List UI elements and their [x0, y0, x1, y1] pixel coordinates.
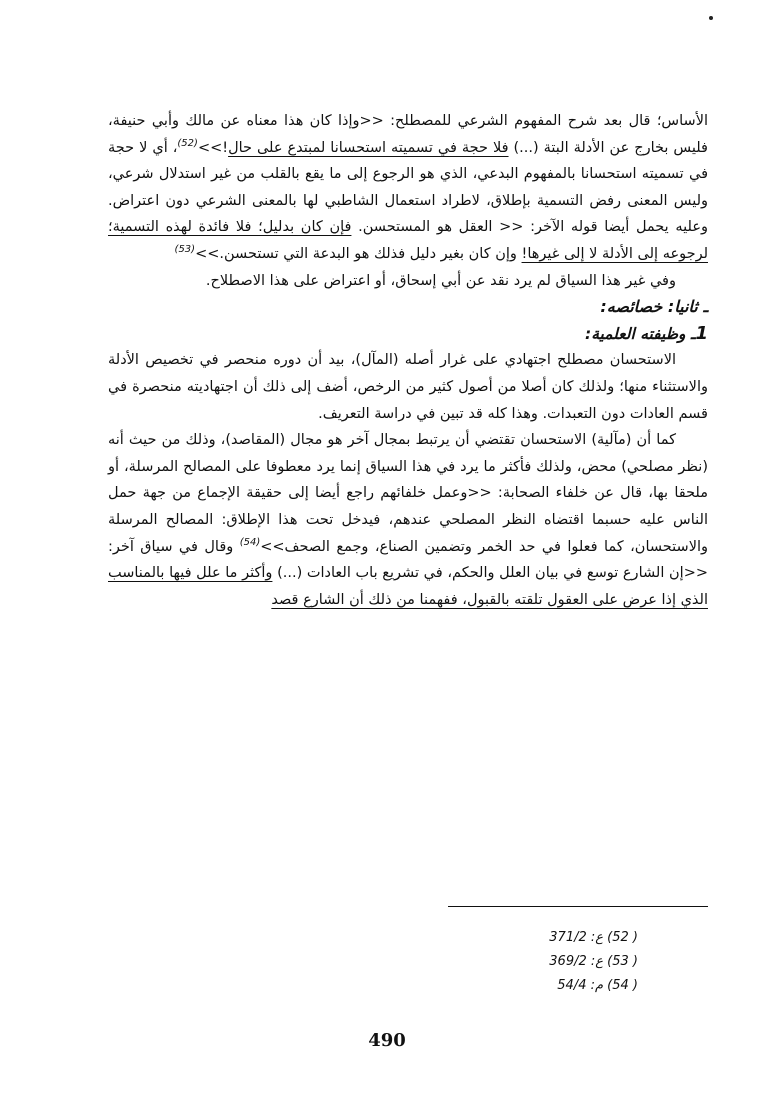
underlined-quote: فإن كان بدليل؛ فلا فائدة لهذه التسمية؛ لرجوعه إلى الأدلة لا إلى غيرها! — [108, 219, 708, 262]
subsection-title: ـ وظيفته العلمية: — [585, 324, 696, 343]
footnote-ref-54: (54) — [239, 536, 261, 548]
footnote-ref-53: (53) — [174, 244, 196, 256]
footnotes — [549, 926, 638, 998]
section-heading: ـ ثانيا: خصائصه: — [600, 297, 708, 317]
speck-mark — [709, 16, 713, 20]
footnote-divider — [448, 906, 708, 907]
paragraph-1 — [108, 108, 708, 268]
text-run: الأساس؛ قال بعد شرح المفهوم الشرعي للمصطلح: <<وإذا كان هذا معناه عن مالك وأبي حنيفة، فليس بخارج عن الأدلة البتة (...) — [108, 113, 708, 156]
footnote-52: ( 52) ع: 371/2 — [549, 930, 638, 945]
footnote-54: ( 54) م: 54/4 — [557, 978, 638, 993]
paragraph-3: الاستحسان مصطلح اجتهادي على غرار أصله (المآل)، بيد أن دوره منحصر في تخصيص الأدلة والاستثناء منها؛ ولذلك كان أصلا من أصول كثير من الرخص، أضف إلى ذلك أن اجتهاديته منحصرة في قسم العادات دون التعبدات. وهذا كله قد تبين في دراسة التعريف. — [108, 352, 708, 422]
footnote-ref-52: (52) — [177, 137, 198, 149]
footnote-53: ( 53) ع: 369/2 — [549, 954, 638, 969]
text-run: كما أن (مآلية) الاستحسان تقتضي أن يرتبط بمجال آخر هو مجال (المقاصد)، وذلك من حيث أنه (نظر مصلحي) محض، ولذلك فأكثر ما يرد في هذا السياق إنما يرد معطوفا على المصالح المرسلة، أو ملحقا بها، قال عن خلفاء الصحابة: <<وعمل خلفائهم راجع أيضا إلى حقيقة الإجماع من جهة حمل الناس عليه حسبما اقتضاه النظر المصلحي عندهم، فيدخل تحت هذا الإطلاق: المصالح المرسلة والاستحسان، كما فعلوا في حد الخمر وتضمين الصناع، وجمع الصحف>> — [108, 432, 708, 555]
underlined-quote: فلا حجة في تسميته استحسانا لمبتدع على حال — [228, 139, 509, 156]
page-number: 490 — [368, 1030, 406, 1051]
text-run: ، أي لا حجة في تسميته استحسانا بالمفهوم البدعي، الذي هو الرجوع إلى ما يقع بالقلب من غير استدلال شرعي، وليس المعنى رفض التسمية بإطلاق، لاطراد استعمال الشاطبي لها بالمعنى الشرعي دون اعتراض. وعليه يحمل أيضا قوله الآخر: << العقل هو المستحسن. — [108, 139, 708, 236]
body-text — [108, 108, 708, 613]
subsection-number: 1 — [695, 322, 708, 344]
subsection-heading — [108, 321, 708, 348]
paragraph-2: وفي غير هذا السياق لم يرد نقد عن أبي إسحاق، أو اعتراض على هذا الاصطلاح. — [205, 272, 676, 289]
paragraph-4 — [108, 427, 708, 613]
underlined-quote: وأكثر ما علل فيها بالمناسب الذي إذا عرض على العقول تلقته بالقبول، ففهمنا من ذلك أن الشارع قصد — [108, 565, 708, 608]
text-run: وقال في سياق آخر: <<إن الشارع توسع في بيان العلل والحكم، في تشريع باب العادات (...) — [108, 538, 708, 582]
text-run: وإن كان بغير دليل فذلك هو البدعة التي تستحسن.>> — [195, 245, 522, 262]
text-run: !>> — [197, 139, 229, 156]
